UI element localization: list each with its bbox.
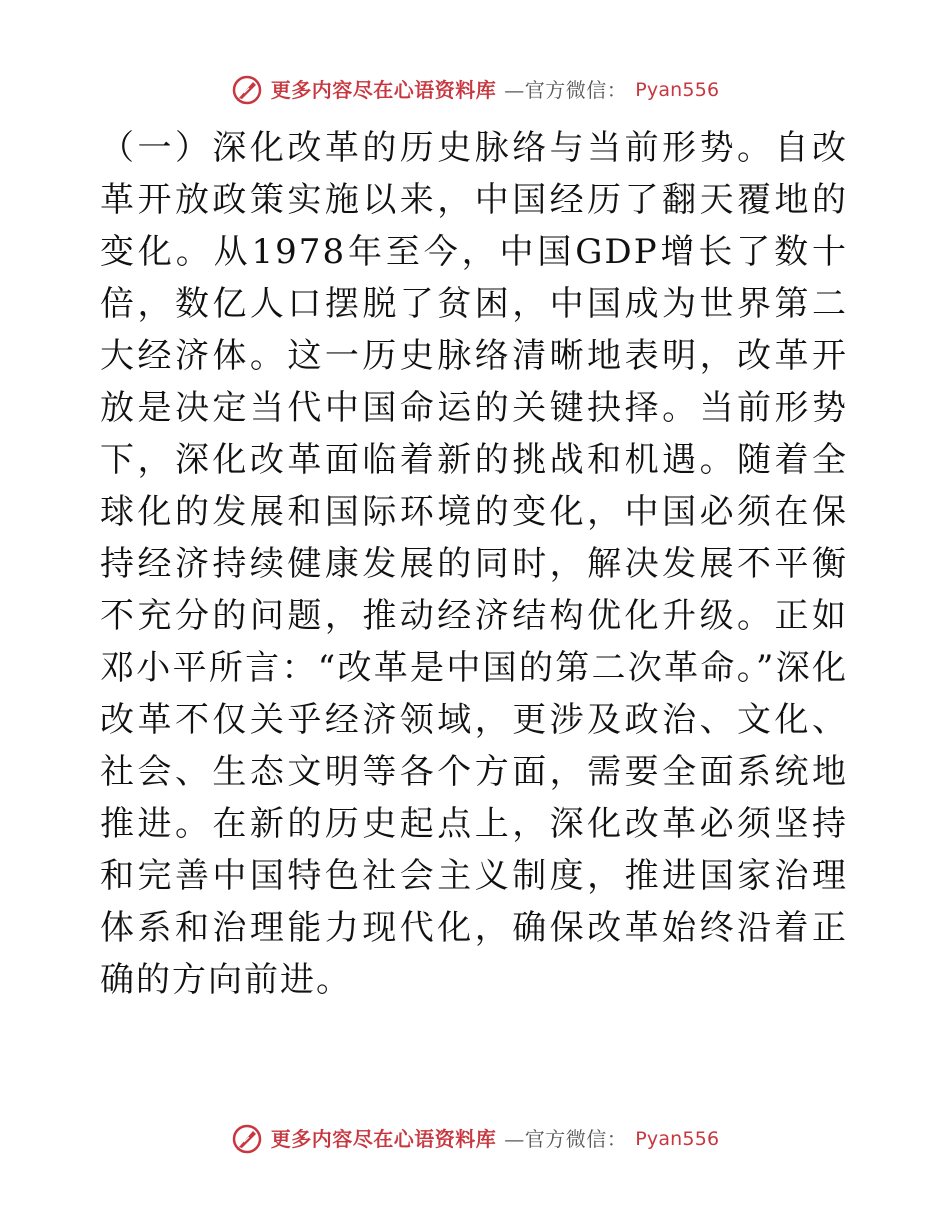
quill-pen-circle-icon (231, 74, 263, 106)
header-watermark (0, 70, 950, 110)
quill-pen-circle-icon (231, 1123, 263, 1155)
watermark-separator-text: —官方微信： (504, 1127, 628, 1151)
watermark-wechat-id: Pyan556 (635, 1127, 720, 1150)
watermark-brand-text: 更多内容尽在心语资料库 (270, 78, 497, 102)
watermark-brand-text: 更多内容尽在心语资料库 (270, 1127, 497, 1151)
watermark-wechat-id: Pyan556 (635, 78, 720, 101)
body-paragraph: （一）深化改革的历史脉络与当前形势。自改革开放政策实施以来，中国经历了翻天覆地的变化。从1978年至今，中国GDP增长了数十倍，数亿人口摆脱了贫困，中国成为世界第二大经济体。这一历史脉络清晰地表明，改革开放是决定当代中国命运的关键抉择。当前形势下，深化改革面临着新的挑战和机遇。随着全球化的发展和国际环境的变化，中国必须在保持经济持续健康发展的同时，解决发展不平衡不充分的问题，推动经济结构优化升级。正如邓小平所言：“改革是中国的第二次革命。”深化改革不仅关乎经济领域，更涉及政治、文化、社会、生态文明等各个方面，需要全面系统地推进。在新的历史起点上，深化改革必须坚持和完善中国特色社会主义制度，推进国家治理体系和治理能力现代化，确保改革始终沿着正确的方向前进。 (100, 128, 848, 1000)
footer-watermark (0, 1119, 950, 1159)
watermark-separator-text: —官方微信： (504, 78, 628, 102)
